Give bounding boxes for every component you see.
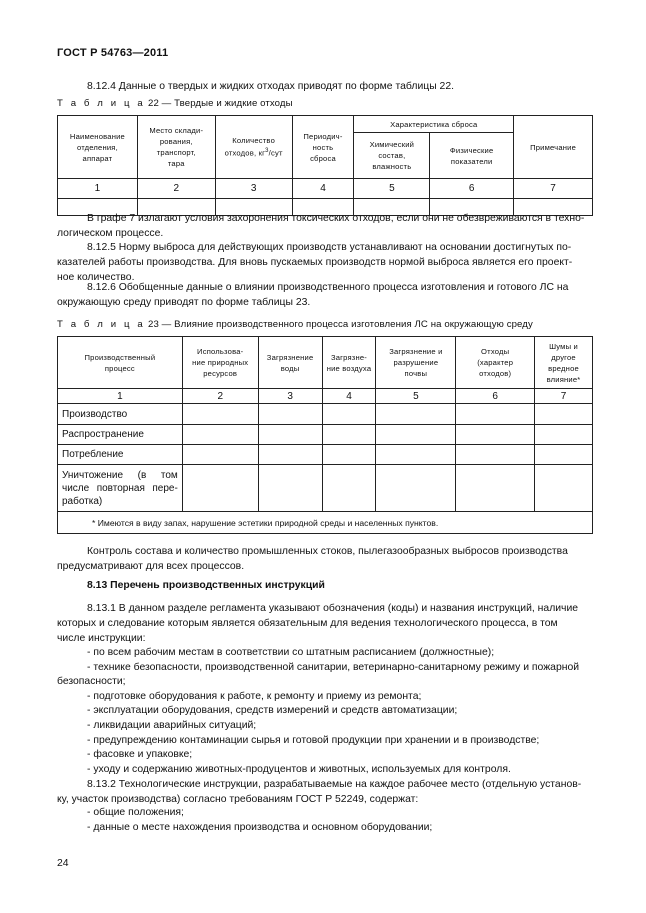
table22 <box>57 115 593 216</box>
list-item: - уходу и содержанию животных-продуцентов и животных, используемых для контроля. <box>87 763 511 775</box>
paragraph-8-13-1: 8.13.1 В данном разделе регламента указывают обозначения (коды) и названия инструкций, наличие которых и следование которым является обязательным для ведения технологического процесса, в том числе инструкции: <box>57 603 579 644</box>
list-item: - ликвидации аварийных ситуаций; <box>87 719 257 731</box>
t22-header-c6: Физические показатели <box>430 133 514 179</box>
list-item: - предупреждению контаминации сырья и готовой продукции при хранении и в производстве; <box>87 734 540 746</box>
list-item: - эксплуатации оборудования, средств измерений и средств автоматизации; <box>87 705 458 717</box>
t23-cell <box>376 465 456 512</box>
page-number: 24 <box>57 858 69 869</box>
t23-cell <box>456 404 535 425</box>
t22-num-2: 2 <box>137 179 215 199</box>
t22-header-c4: Периодич- ность сброса <box>292 116 354 179</box>
t23-cell <box>535 445 593 465</box>
t22-header-c1: Наименование отделения, аппарат <box>58 116 138 179</box>
t23-cell <box>258 465 322 512</box>
t23-cell <box>258 425 322 445</box>
t23-header-c4: Загрязне- ние воздуха <box>322 337 376 389</box>
t22-header-c2: Место склади- рования, транспорт, тара <box>137 116 215 179</box>
t23-footnote: * Имеются в виду запах, нарушение эстетики природной среды и населенных пунктов. <box>58 512 593 534</box>
t23-header-c3: Загрязнение воды <box>258 337 322 389</box>
t22-header-c5: Химический состав, влажность <box>354 133 430 179</box>
paragraph-8-12-4: 8.12.4 Данные о твердых и жидких отходах приводят по форме таблицы 22. <box>87 81 454 92</box>
t23-num-6: 6 <box>456 389 535 404</box>
t23-cell <box>322 465 376 512</box>
table23 <box>57 336 593 534</box>
document-header: ГОСТ Р 54763—2011 <box>57 47 169 59</box>
t23-header-c7: Шумы и другое вредное влияние* <box>535 337 593 389</box>
instruction-list <box>57 646 593 777</box>
t23-row-label-production: Производство <box>58 404 183 425</box>
t23-header-c2: Использова- ние природных ресурсов <box>182 337 258 389</box>
list-item: - по всем рабочим местам в соответствии со штатным расписанием (должностные); <box>87 647 495 658</box>
paragraph-graph7: В графе 7 излагают условия захоронения токсических отходов, если они не обезвреживаются в техно- логическом процессе. <box>57 213 585 239</box>
list-item: - подготовке оборудования к работе, к ремонту и приему из ремонта; <box>87 690 422 702</box>
table22-caption-text: 22 — Твердые и жидкие отходы <box>148 98 293 109</box>
list-item: - фасовке и упаковке; <box>87 749 193 761</box>
t23-row-label-distribution: Распространение <box>58 425 183 445</box>
t22-num-7: 7 <box>514 179 593 199</box>
t23-cell <box>182 465 258 512</box>
t22-num-5: 5 <box>354 179 430 199</box>
t23-num-3: 3 <box>258 389 322 404</box>
t23-cell <box>376 425 456 445</box>
t23-num-2: 2 <box>182 389 258 404</box>
t23-cell <box>456 425 535 445</box>
t23-num-1: 1 <box>58 389 183 404</box>
t23-cell <box>182 425 258 445</box>
t23-cell <box>376 445 456 465</box>
t23-header-c6: Отходы (характер отходов) <box>456 337 535 389</box>
t23-header-c5: Загрязнение и разрушение почвы <box>376 337 456 389</box>
table23-caption-prefix: Т а б л и ц а <box>57 319 146 330</box>
t22-header-c3: Количество отходов, $кг^3$/сут <box>215 116 292 179</box>
t22-num-3: 3 <box>215 179 292 199</box>
t22-num-4: 4 <box>292 179 354 199</box>
list-item: - общие положения; <box>87 807 184 818</box>
t22-num-6: 6 <box>430 179 514 199</box>
t23-cell <box>258 404 322 425</box>
t23-cell <box>535 465 593 512</box>
t23-cell <box>456 465 535 512</box>
list-item: - данные о месте нахождения производства и основном оборудовании; <box>87 821 433 833</box>
t23-cell <box>182 445 258 465</box>
table22-caption-prefix: Т а б л и ц а <box>57 98 146 109</box>
t23-cell <box>322 425 376 445</box>
t22-header-c7: Примечание <box>514 116 593 179</box>
t23-cell <box>535 425 593 445</box>
t23-cell <box>258 445 322 465</box>
paragraph-8-12-6: 8.12.6 Обобщенные данные о влиянии производственного процесса изготовления и готового ЛС на окружающую среду приводят по форме таблицы 23. <box>57 282 569 308</box>
t23-cell <box>456 445 535 465</box>
section-heading-8-13: 8.13 Перечень производственных инструкций <box>87 580 325 591</box>
paragraph-8-13-2: 8.13.2 Технологические инструкции, разрабатываемые на каждое рабочее место (отдельную установ- ку, участок производства) согласно требованиям ГОСТ Р 52249, содержат: <box>57 779 582 805</box>
t23-num-4: 4 <box>322 389 376 404</box>
t23-cell <box>535 404 593 425</box>
paragraph-control: Контроль состава и количество промышленных стоков, пылегазообразных выбросов производства предусматривают для всех процессов. <box>57 546 568 572</box>
t23-cell <box>322 445 376 465</box>
table23-caption-text: 23 — Влияние производственного процесса изготовления ЛС на окружающую среду <box>148 319 533 330</box>
contents-list <box>57 806 593 835</box>
table23-caption <box>57 319 533 330</box>
t23-cell <box>322 404 376 425</box>
t22-num-1: 1 <box>58 179 138 199</box>
list-item: безопасности; <box>57 676 126 688</box>
t23-num-7: 7 <box>535 389 593 404</box>
t22-header-group: Характеристика сброса <box>354 116 514 133</box>
list-item: - технике безопасности, производственной санитарии, ветеринарно-санитарному режиму и пожарной <box>87 661 580 673</box>
table22-caption <box>57 98 293 109</box>
paragraph-8-12-5: 8.12.5 Норму выброса для действующих производств устанавливают на основании достигнутых по- казателей работы производства. Для вновь пускаемых производств нормой выброса является его проект- ное количество. <box>57 242 573 283</box>
t23-num-5: 5 <box>376 389 456 404</box>
t23-header-c1: Производственный процесс <box>58 337 183 389</box>
t23-row-label-utilization: Уничтожение (в том числе повторная пере- работка) <box>58 465 183 512</box>
t23-row-label-consumption: Потребление <box>58 445 183 465</box>
t23-cell <box>376 404 456 425</box>
t23-cell <box>182 404 258 425</box>
